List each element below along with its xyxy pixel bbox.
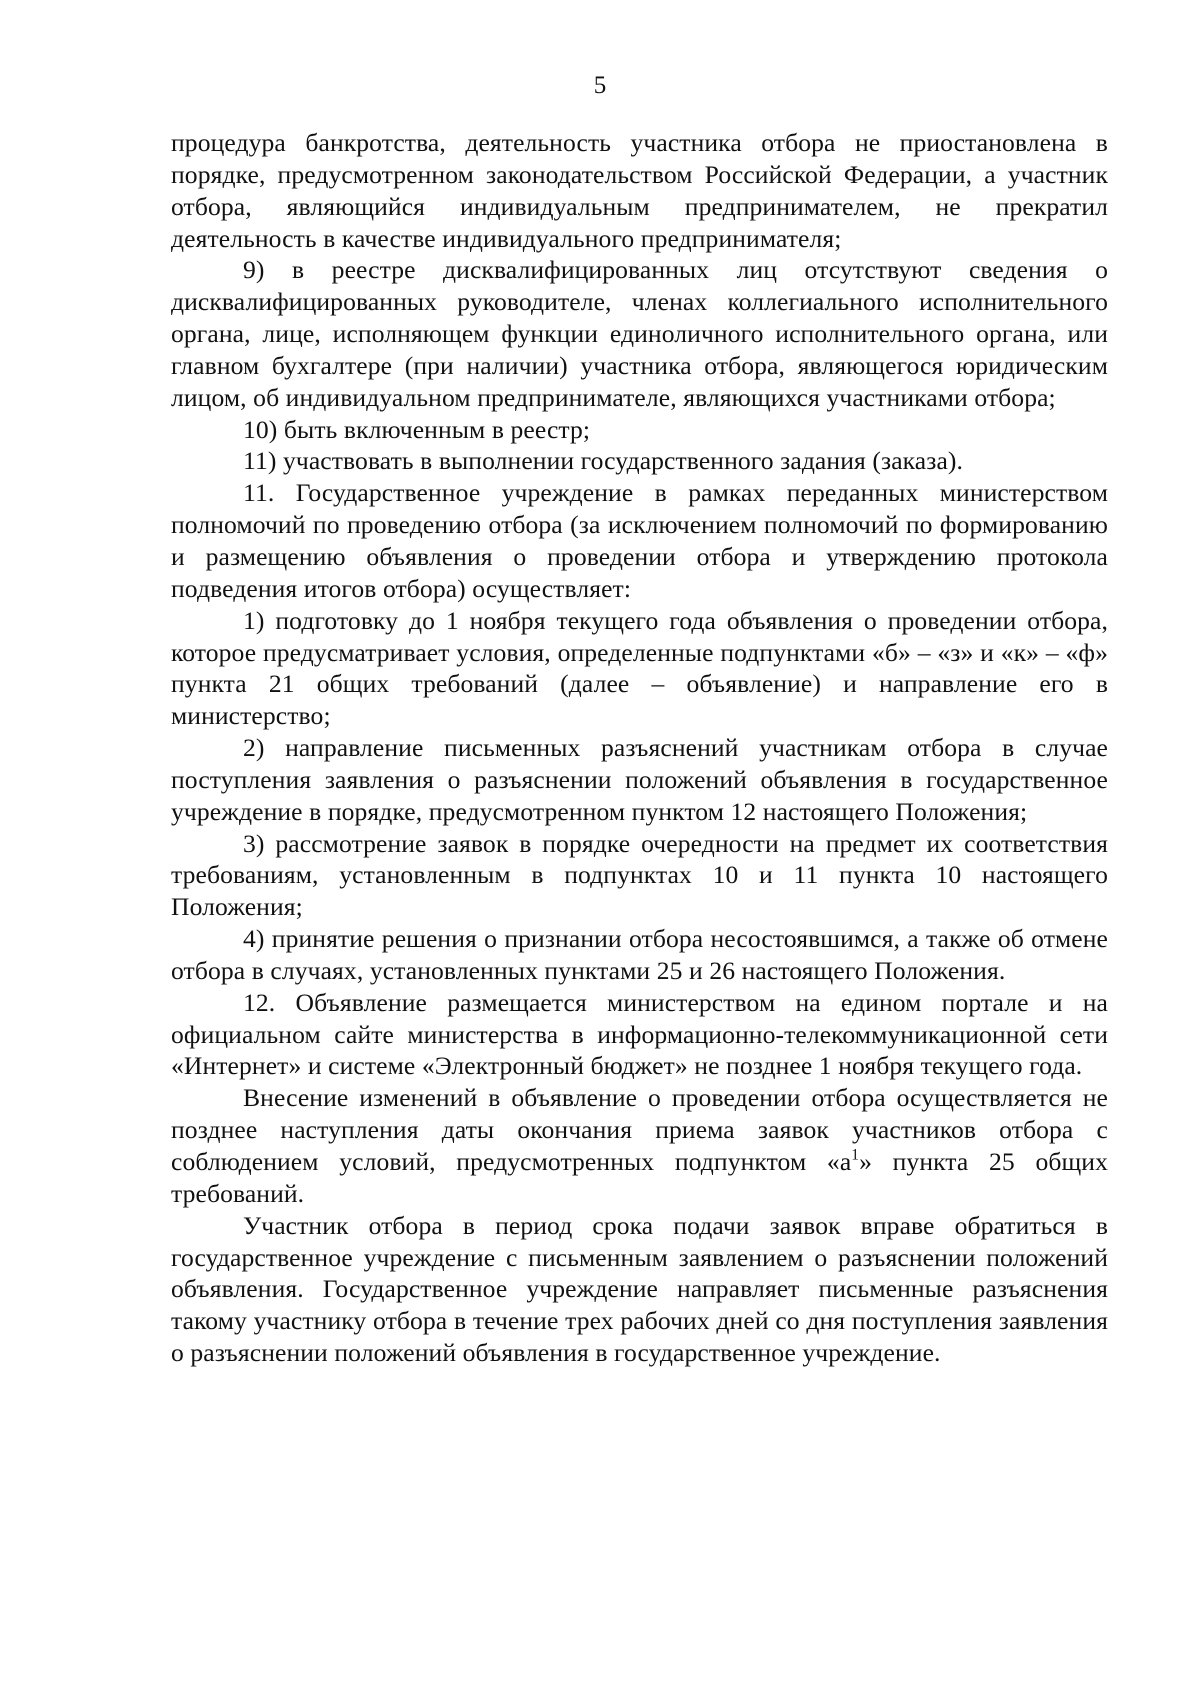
- amendments-text-start: Внесение изменений в объявление о проведении отбора осуществляется не позднее наступления даты окончания приема заявок участников отбора с соблюдением условий, предусмотренных подпунктом «а: [171, 1083, 1108, 1176]
- document-body: [171, 127, 1108, 1369]
- paragraph-section-12: 12. Объявление размещается министерством на едином портале и на официальном сайте министерства в информационно-телекоммуникационной сети «Интернет» и системе «Электронный бюджет» не позднее 1 ноября текущего года.: [171, 987, 1108, 1081]
- superscript-marker: 1: [851, 1146, 860, 1164]
- paragraph-section-11: 11. Государственное учреждение в рамках переданных министерством полномочий по проведению отбора (за исключением полномочий по формированию и размещению объявления о проведении отбора и утверждению протокола подведения итогов отбора) осуществляет:: [171, 478, 1108, 603]
- paragraph-bankruptcy-clause: процедура банкротства, деятельность участника отбора не приостановлена в порядке, предусмотренном законодательством Российской Федерации, а участник отбора, являющийся индивидуальным предпринимателем, не прекратил деятельность в качестве индивидуального предпринимателя;: [171, 128, 1108, 253]
- paragraph-item-10: 10) быть включенным в реестр;: [243, 414, 591, 444]
- amendments-text-end: » пункта 25 общих требований.: [171, 1147, 1109, 1208]
- paragraph-item-11: 11) участвовать в выполнении государственного задания (заказа).: [243, 446, 964, 476]
- paragraph-item-9: 9) в реестре дисквалифицированных лиц отсутствуют сведения о дисквалифицированных руководителе, членах коллегиального исполнительного органа, лице, исполняющем функции единоличного исполнительного органа, или главном бухгалтере (при наличии) участника отбора, являющегося юридическим лицом, об индивидуальном предпринимателе, являющихся участниками отбора;: [171, 255, 1108, 412]
- page-number: 5: [593, 72, 607, 99]
- paragraph-amendments: [171, 1082, 1108, 1209]
- paragraph-clarification-request: Участник отбора в период срока подачи заявок вправе обратиться в государственное учреждение с письменным заявлением о разъяснении положений объявления. Государственное учреждение направляет письменные разъяснения такому участнику отбора в течение трех рабочих дней со дня поступления заявления о разъяснении положений объявления в государственное учреждение.: [171, 1210, 1108, 1368]
- paragraph-section-11-item-1: 1) подготовку до 1 ноября текущего года объявления о проведении отбора, которое предусматривает условия, определенные подпунктами «б» – «з» и «к» – «ф» пункта 21 общих требований (далее – объявление) и направление его в министерство;: [171, 605, 1108, 731]
- paragraph-section-11-item-4: 4) принятие решения о признании отбора несостоявшимся, а также об отмене отбора в случаях, установленных пунктами 25 и 26 настоящего Положения.: [171, 924, 1108, 985]
- paragraph-section-11-item-3: 3) рассмотрение заявок в порядке очередности на предмет их соответствия требованиям, установленным в подпунктах 10 и 11 пункта 10 настоящего Положения;: [171, 828, 1108, 922]
- paragraph-section-11-item-2: 2) направление письменных разъяснений участникам отбора в случае поступления заявления о разъяснении положений объявления в государственное учреждение в порядке, предусмотренном пунктом 12 настоящего Положения;: [171, 733, 1108, 826]
